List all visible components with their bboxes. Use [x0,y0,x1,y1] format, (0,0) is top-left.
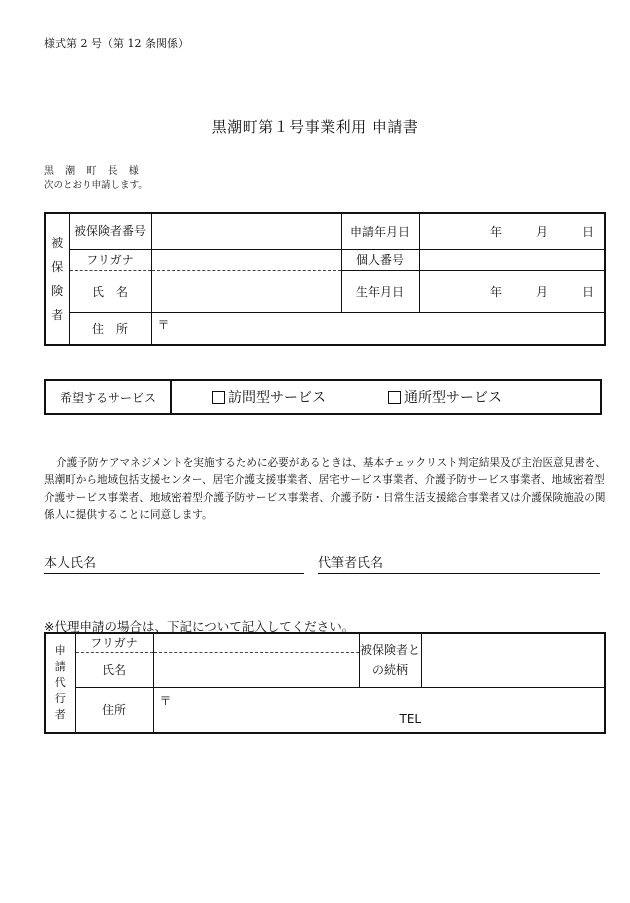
proxy-address-label: 住所 [75,687,153,733]
proxy-table [44,632,606,734]
addressee: 黒 潮 町 長 様 [44,166,143,177]
insured-section-label: 被 保 険 者 [45,213,69,345]
personal-number-field[interactable] [419,249,605,270]
proxy-furigana-field[interactable] [153,633,359,652]
service-option-visit[interactable]: 訪問型サービス [212,387,326,407]
proxy-postal-mark: 〒 [159,693,172,708]
birthdate-field[interactable]: 年 月 日 [419,270,605,312]
address-label: 住 所 [69,312,151,345]
birthdate-label: 生年月日 [341,270,419,312]
insured-number-field[interactable] [151,213,341,249]
postal-mark: 〒 [157,317,170,332]
self-signature-line[interactable] [44,555,304,574]
relation-label: 被保険者との続柄 [359,633,421,687]
proxy-furigana-label: フリガナ [75,633,153,652]
intro-text: 次のとおり申請します。 [44,180,148,191]
application-date-field[interactable]: 年 月 日 [419,213,605,249]
checkbox-visit[interactable] [212,391,225,404]
proxy-note: ※代理申請の場合は、下記について記入してください。 [44,619,355,634]
application-date-label: 申請年月日 [341,213,419,249]
address-field[interactable] [151,312,605,345]
furigana-label: フリガナ [69,249,151,270]
proxy-writer-signature-line[interactable] [318,555,600,574]
tel-label: TEL [399,711,422,726]
form-number: 様式第 2 号（第 12 条関係） [44,37,189,50]
name-field[interactable] [151,270,341,312]
service-label: 希望するサービス [46,381,172,413]
personal-number-label: 個人番号 [341,249,419,270]
proxy-address-field[interactable] [153,687,605,733]
proxy-section-label: 申 請 代 行 者 [45,633,75,733]
name-label: 氏 名 [69,270,151,312]
proxy-name-field[interactable] [153,652,359,687]
service-option-daycare[interactable]: 通所型サービス [388,387,502,407]
relation-field[interactable] [421,633,605,687]
insured-number-label: 被保険者番号 [69,213,151,249]
proxy-name-label: 氏名 [75,652,153,687]
proxy-writer-label: 代筆者氏名 [318,556,384,571]
service-selection [44,379,602,415]
checkbox-daycare[interactable] [388,391,401,404]
insured-table [44,212,606,346]
page-title: 黒潮町第１号事業利用 申請書 [211,118,419,136]
consent-text: 介護予防ケアマネジメントを実施するために必要があるときは、基本チェックリスト判定結果及び主治医意見書を、黒潮町から地域包括支援センター、居宅介護支援事業者、居宅サービス事業者、介護予防サービス事業者、地域密着型介護サービス事業者、地域密着型介護予防サービス事業者、介護予防・日常生活支援総合事業者又は介護保険施設の関係人に提供することに同意します。 [44,457,607,521]
furigana-field[interactable] [151,249,341,270]
self-name-label: 本人氏名 [44,556,97,571]
